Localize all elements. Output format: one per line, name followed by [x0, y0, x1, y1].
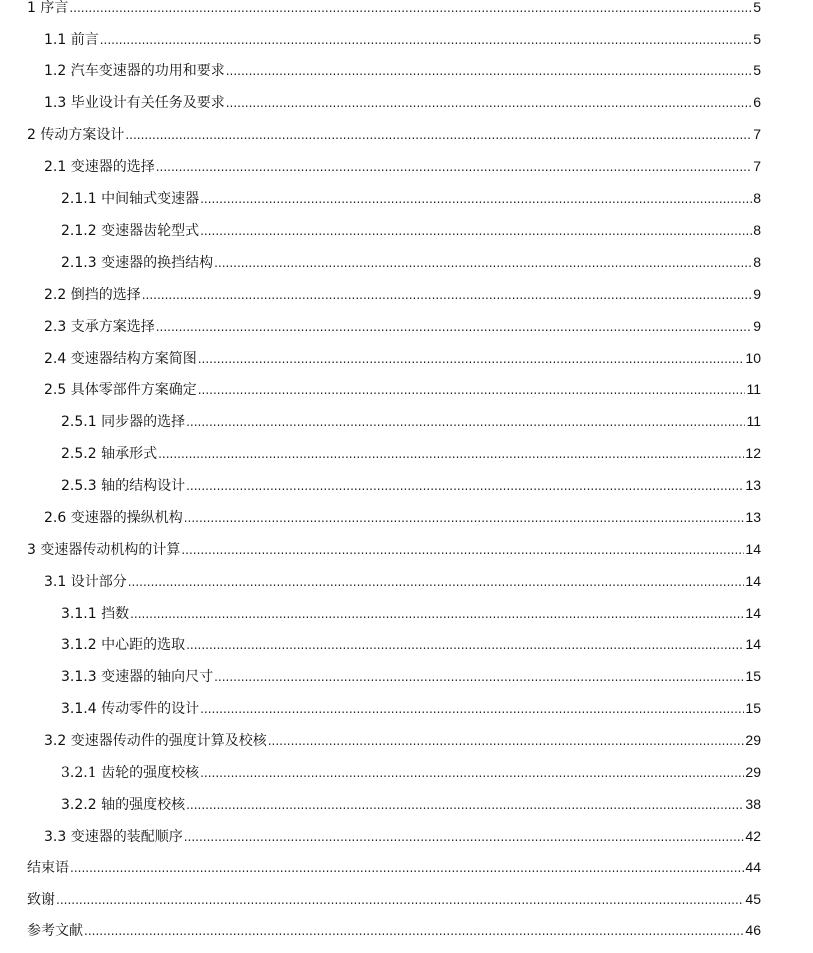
toc-leader-dots	[268, 730, 745, 752]
toc-leader-dots	[186, 475, 744, 497]
toc-entry-page: 8	[753, 190, 761, 206]
toc-entry-page: 42	[745, 828, 761, 844]
toc-entry-title: 3.1.2 中心距的选取	[61, 637, 186, 653]
toc-entry-title: 2.4 变速器结构方案简图	[44, 351, 197, 367]
toc-entry-page: 7	[753, 158, 761, 174]
toc-leader-dots	[70, 857, 744, 879]
toc-entry-page: 9	[753, 286, 761, 302]
toc-entry-title: 2 传动方案设计	[27, 127, 125, 143]
toc-entry[interactable]	[44, 378, 761, 400]
toc-entry[interactable]	[44, 91, 761, 113]
toc-entry[interactable]	[44, 506, 761, 528]
toc-entry-title: 1.1 前言	[44, 32, 99, 48]
toc-entry-page: 14	[745, 605, 761, 621]
toc-entry-title: 2.5 具体零部件方案确定	[44, 382, 197, 398]
toc-entry[interactable]	[27, 123, 761, 145]
toc-entry[interactable]	[61, 633, 761, 655]
toc-entry[interactable]	[27, 538, 761, 560]
toc-entry-title: 2.1.2 变速器齿轮型式	[61, 223, 200, 239]
toc-entry-page: 9	[753, 318, 761, 334]
toc-leader-dots	[184, 826, 745, 848]
toc-entry-page: 5	[753, 62, 761, 78]
toc-entry-page: 12	[745, 445, 761, 461]
toc-entry[interactable]	[61, 187, 761, 209]
toc-entry-page: 15	[745, 668, 761, 684]
toc-leader-dots	[214, 252, 752, 274]
toc-leader-dots	[56, 889, 744, 911]
toc-leader-dots	[156, 316, 752, 338]
toc-entry[interactable]	[44, 825, 761, 847]
toc-entry-title: 2.5.1 同步器的选择	[61, 414, 186, 430]
toc-entry-title: 2.3 支承方案选择	[44, 319, 155, 335]
toc-entry[interactable]	[27, 0, 761, 18]
toc-entry-page: 15	[745, 700, 761, 716]
toc-entry-title: 2.2 倒挡的选择	[44, 287, 141, 303]
toc-entry[interactable]	[44, 155, 761, 177]
toc-entry-title: 参考文献	[27, 923, 83, 939]
toc-entry-page: 29	[745, 764, 761, 780]
toc-entry[interactable]	[61, 442, 761, 464]
toc-entry-title: 2.5.2 轴承形式	[61, 446, 158, 462]
toc-leader-dots	[125, 124, 752, 146]
toc-entry-page: 29	[745, 732, 761, 748]
toc-entry-title: 3.1.3 变速器的轴向尺寸	[61, 669, 214, 685]
toc-entry-page: 38	[745, 796, 761, 812]
toc-leader-dots	[184, 507, 745, 529]
toc-entry-page: 13	[745, 509, 761, 525]
toc-entry[interactable]	[44, 347, 761, 369]
toc-entry[interactable]	[44, 315, 761, 337]
toc-entry-page: 5	[753, 31, 761, 47]
toc-entry-title: 2.1.3 变速器的换挡结构	[61, 255, 214, 271]
toc-entry[interactable]	[61, 219, 761, 241]
toc-entry-page: 8	[753, 254, 761, 270]
toc-leader-dots	[130, 603, 744, 625]
toc-entry-title: 3.1 设计部分	[44, 574, 127, 590]
toc-entry[interactable]	[44, 59, 761, 81]
toc-entry[interactable]	[61, 474, 761, 496]
toc-entry[interactable]	[61, 697, 761, 719]
toc-leader-dots	[156, 156, 752, 178]
toc-leader-dots	[142, 284, 752, 306]
toc-leader-dots	[200, 762, 744, 784]
toc-entry[interactable]	[61, 793, 761, 815]
toc-entry[interactable]	[44, 729, 761, 751]
toc-leader-dots	[198, 348, 745, 370]
toc-entry-page: 7	[753, 126, 761, 142]
toc-entry-page: 13	[745, 477, 761, 493]
toc-entry-title: 1.3 毕业设计有关任务及要求	[44, 95, 225, 111]
toc-leader-dots	[226, 92, 752, 114]
toc-entry[interactable]	[44, 570, 761, 592]
toc-entry-title: 3.3 变速器的装配顺序	[44, 829, 183, 845]
toc-entry-title: 1 序言	[27, 0, 69, 16]
toc-entry[interactable]	[44, 283, 761, 305]
toc-entry-title: 3.2 变速器传动件的强度计算及校核	[44, 733, 267, 749]
toc-entry-title: 3.1.1 挡数	[61, 606, 130, 622]
toc-leader-dots	[226, 60, 752, 82]
toc-entry-title: 结束语	[27, 860, 69, 876]
toc-leader-dots	[158, 443, 744, 465]
toc-leader-dots	[198, 379, 746, 401]
toc-entry[interactable]	[61, 665, 761, 687]
toc-entry-page: 8	[753, 222, 761, 238]
toc-leader-dots	[214, 666, 744, 688]
toc-entry-title: 3.1.4 传动零件的设计	[61, 701, 200, 717]
toc-entry[interactable]	[27, 919, 761, 941]
toc-entry-page: 10	[745, 350, 761, 366]
toc-entry-title: 1.2 汽车变速器的功用和要求	[44, 63, 225, 79]
toc-entry-page: 6	[753, 94, 761, 110]
toc-leader-dots	[100, 29, 752, 51]
toc-entry-title: 2.6 变速器的操纵机构	[44, 510, 183, 526]
toc-leader-dots	[128, 571, 745, 593]
toc-entry-title: 致谢	[27, 892, 55, 908]
toc-entry-page: 11	[746, 413, 761, 429]
toc-entry-page: 44	[745, 859, 761, 875]
toc-entry-page: 11	[746, 381, 761, 397]
toc-entry-page: 14	[745, 636, 761, 652]
toc-entry-title: 2.1 变速器的选择	[44, 159, 155, 175]
toc-entry[interactable]	[61, 410, 761, 432]
toc-entry-title: 3 变速器传动机构的计算	[27, 542, 181, 558]
toc-leader-dots	[200, 698, 744, 720]
toc-leader-dots	[186, 411, 745, 433]
toc-entry-title: 2.1.1 中间轴式变速器	[61, 191, 200, 207]
toc-entry-title: 3.2.2 轴的强度校核	[61, 797, 186, 813]
toc-leader-dots	[84, 920, 744, 942]
toc-leader-dots	[186, 634, 744, 656]
toc-entry-title: 3.2.1 齿轮的强度校核	[61, 765, 200, 781]
toc-entry-page: 46	[745, 922, 761, 938]
toc-entry[interactable]	[61, 602, 761, 624]
toc-leader-dots	[181, 539, 744, 561]
toc-entry-page: 14	[745, 573, 761, 589]
toc-entry[interactable]	[61, 761, 761, 783]
toc-entry-page: 45	[745, 891, 761, 907]
toc-entry-title: 2.5.3 轴的结构设计	[61, 478, 186, 494]
toc-leader-dots	[200, 188, 752, 210]
toc-entry[interactable]	[27, 856, 761, 878]
toc-entry[interactable]	[44, 28, 761, 50]
toc-leader-dots	[186, 794, 744, 816]
toc-leader-dots	[69, 0, 752, 19]
toc-leader-dots	[200, 220, 752, 242]
toc-entry[interactable]	[27, 888, 761, 910]
toc-entry[interactable]	[61, 251, 761, 273]
toc-entry-page: 14	[745, 541, 761, 557]
toc-entry-page: 5	[753, 0, 761, 15]
